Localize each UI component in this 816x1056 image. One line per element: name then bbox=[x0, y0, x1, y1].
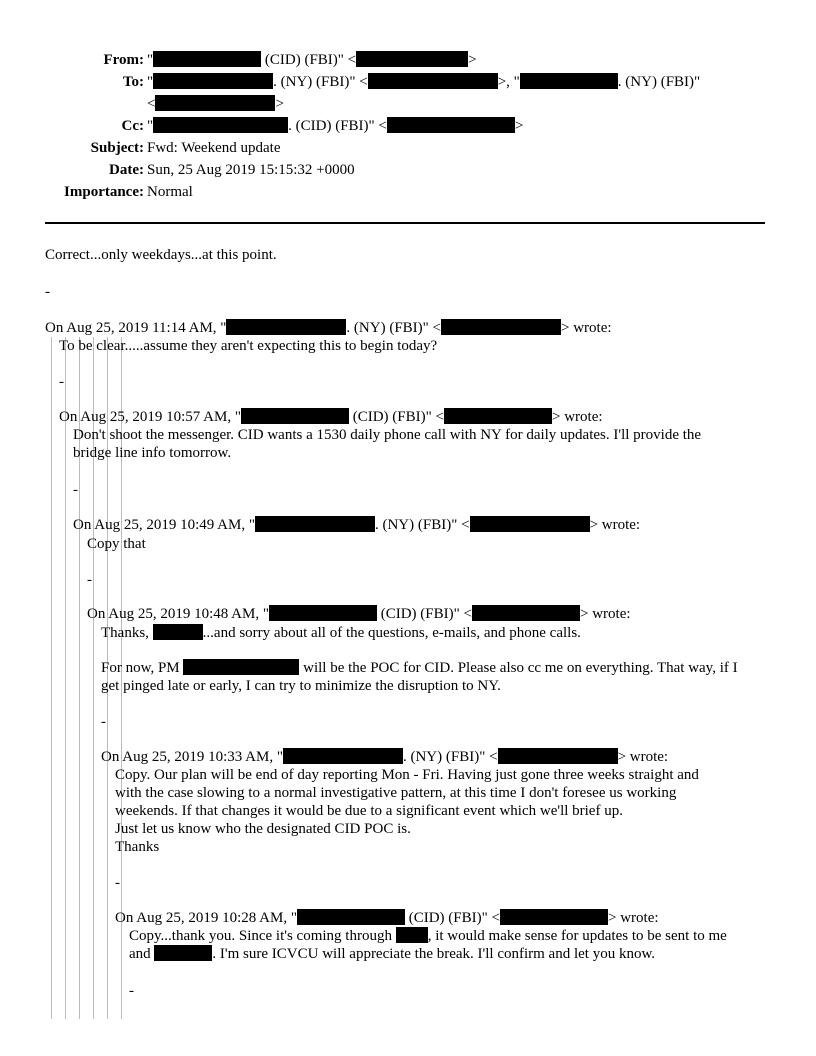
redaction bbox=[356, 51, 468, 67]
subject-value: Fwd: Weekend update bbox=[147, 140, 281, 156]
redaction bbox=[368, 73, 498, 89]
quote-text: with the case slowing to a normal investigative pattern, at this time I don't foresee us working bbox=[115, 785, 677, 801]
redaction bbox=[153, 51, 261, 67]
quote-attribution: On Aug 25, 2019 11:14 AM, " . (NY) (FBI)" < > wrote: bbox=[45, 320, 612, 336]
redaction bbox=[520, 73, 618, 89]
importance-label: Importance: bbox=[64, 184, 144, 200]
quote-attribution: On Aug 25, 2019 10:33 AM, " . (NY) (FBI)" < > wrote: bbox=[101, 749, 669, 765]
signature-dash: - bbox=[129, 983, 134, 999]
to-value: " . (NY) (FBI)" < >, " . (NY) (FBI)" bbox=[147, 74, 701, 90]
quote-text: Copy that bbox=[87, 536, 146, 552]
redaction bbox=[297, 909, 405, 925]
redaction bbox=[226, 319, 346, 335]
redaction bbox=[500, 909, 608, 925]
to-row bbox=[0, 73, 816, 95]
quote-text: Copy...thank you. Since it's coming through , it would make sense for updates to be sent to me bbox=[129, 928, 727, 944]
redaction bbox=[269, 605, 377, 621]
quote-text: weekends. If that changes it would be due to a significant event which we'll brief up. bbox=[115, 803, 623, 819]
redaction bbox=[396, 927, 428, 943]
importance-row bbox=[0, 183, 816, 205]
redaction bbox=[255, 516, 375, 532]
signature-dash: - bbox=[87, 572, 92, 588]
from-value: " (CID) (FBI)" < > bbox=[147, 52, 477, 68]
cc-value: " . (CID) (FBI)" < > bbox=[147, 118, 524, 134]
redaction bbox=[241, 408, 349, 424]
cc-row bbox=[0, 117, 816, 139]
quote-attribution: On Aug 25, 2019 10:57 AM, " (CID) (FBI)" < > wrote: bbox=[59, 409, 603, 425]
quote-text: Just let us know who the designated CID POC is. bbox=[115, 821, 411, 837]
to-row-cont bbox=[0, 95, 816, 117]
subject-label: Subject: bbox=[90, 140, 144, 156]
quote-bar bbox=[51, 337, 52, 1019]
to-value-cont: < > bbox=[147, 96, 284, 112]
quote-text: For now, PM will be the POC for CID. Please also cc me on everything. That way, if I bbox=[101, 660, 738, 676]
quote-attribution: On Aug 25, 2019 10:48 AM, " (CID) (FBI)" < > wrote: bbox=[87, 606, 631, 622]
redaction bbox=[283, 748, 403, 764]
reply-text: Correct...only weekdays...at this point. bbox=[45, 247, 277, 263]
email-header bbox=[0, 51, 816, 205]
subject-row bbox=[0, 139, 816, 161]
redaction bbox=[153, 73, 273, 89]
from-row bbox=[0, 51, 816, 73]
from-label: From: bbox=[103, 52, 144, 68]
signature-dash: - bbox=[73, 482, 78, 498]
quote-text: To be clear.....assume they aren't expecting this to begin today? bbox=[59, 338, 438, 354]
cc-label: Cc: bbox=[121, 118, 144, 134]
signature-dash: - bbox=[101, 714, 106, 730]
quote-text: Thanks bbox=[115, 839, 160, 855]
quote-text: Thanks, ...and sorry about all of the questions, e-mails, and phone calls. bbox=[101, 625, 581, 641]
signature-dash: - bbox=[115, 875, 120, 891]
quote-text: Copy. Our plan will be end of day reporting Mon - Fri. Having just gone three weeks straight and bbox=[115, 767, 699, 783]
redaction bbox=[498, 748, 618, 764]
importance-value: Normal bbox=[147, 184, 193, 200]
quote-bar bbox=[65, 337, 66, 1019]
redaction bbox=[472, 605, 580, 621]
redaction bbox=[154, 945, 212, 961]
quote-attribution: On Aug 25, 2019 10:49 AM, " . (NY) (FBI)" < > wrote: bbox=[73, 517, 641, 533]
redaction bbox=[153, 624, 203, 640]
signature-dash: - bbox=[45, 284, 50, 300]
date-row bbox=[0, 161, 816, 183]
redaction bbox=[444, 408, 552, 424]
quote-attribution: On Aug 25, 2019 10:28 AM, " (CID) (FBI)" < > wrote: bbox=[115, 910, 659, 926]
date-value: Sun, 25 Aug 2019 15:15:32 +0000 bbox=[147, 162, 355, 178]
quote-text: and . I'm sure ICVCU will appreciate the break. I'll confirm and let you know. bbox=[129, 946, 656, 962]
quote-text: bridge line info tomorrow. bbox=[73, 445, 232, 461]
redaction bbox=[387, 117, 515, 133]
date-label: Date: bbox=[109, 162, 144, 178]
redaction bbox=[153, 117, 288, 133]
redaction bbox=[470, 516, 590, 532]
quote-text: get pinged late or early, I can try to minimize the disruption to NY. bbox=[101, 678, 501, 694]
header-divider bbox=[45, 222, 765, 224]
redaction bbox=[441, 319, 561, 335]
to-label: To: bbox=[122, 74, 144, 90]
redaction bbox=[155, 95, 275, 111]
redaction bbox=[183, 659, 299, 675]
quote-text: Don't shoot the messenger. CID wants a 1530 daily phone call with NY for daily updates. I'll provide the bbox=[73, 427, 702, 443]
signature-dash: - bbox=[59, 374, 64, 390]
